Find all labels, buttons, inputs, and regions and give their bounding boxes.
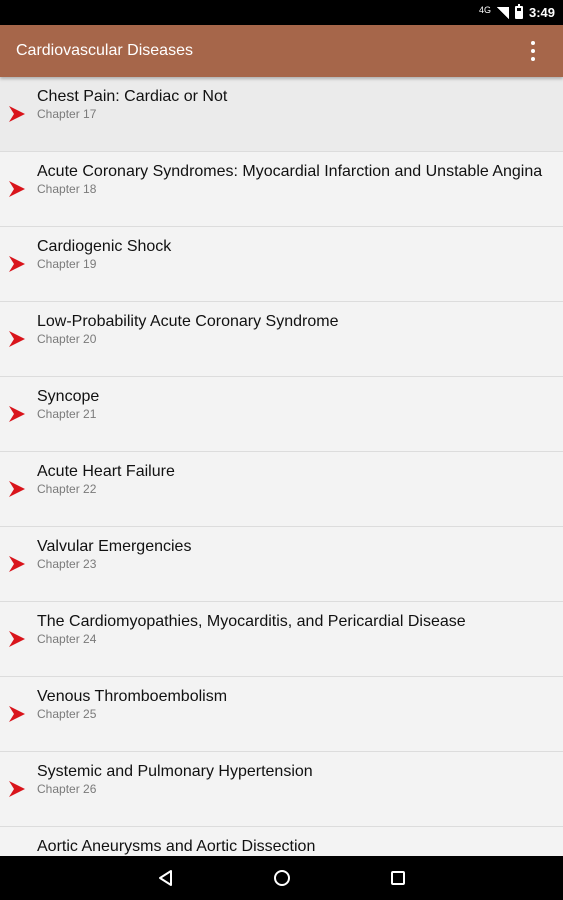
list-item-title: Syncope [37, 388, 100, 405]
chevron-right-icon [8, 780, 26, 798]
list-item[interactable] [0, 677, 563, 752]
chapter-list[interactable] [0, 77, 563, 856]
list-item-chapter: Chapter 21 [37, 407, 97, 421]
list-item[interactable] [0, 152, 563, 227]
recents-icon[interactable] [386, 866, 410, 890]
list-item-chapter: Chapter 20 [37, 332, 97, 346]
chevron-right-icon [8, 555, 26, 573]
chevron-right-icon [8, 630, 26, 648]
list-item-title: Acute Heart Failure [37, 463, 175, 480]
list-item-title: Aortic Aneurysms and Aortic Dissection [37, 838, 316, 855]
home-icon[interactable] [270, 866, 294, 890]
network-type-label: 4G [478, 5, 491, 15]
list-item-title: Cardiogenic Shock [37, 238, 172, 255]
page-title: Cardiovascular Diseases [16, 42, 193, 59]
list-item-chapter: Chapter 17 [37, 107, 97, 121]
list-item-chapter: Chapter 19 [37, 257, 97, 271]
list-item-title: Systemic and Pulmonary Hypertension [37, 763, 313, 780]
list-item[interactable] [0, 752, 563, 827]
chevron-right-icon [8, 180, 26, 198]
back-icon[interactable] [154, 866, 178, 890]
list-item[interactable] [0, 227, 563, 302]
signal-icon [497, 7, 509, 19]
status-bar [0, 0, 563, 25]
list-item-chapter: Chapter 22 [37, 482, 97, 496]
list-item-chapter: Chapter 18 [37, 182, 97, 196]
list-item-title: Chest Pain: Cardiac or Not [37, 88, 228, 105]
list-item-title: Venous Thromboembolism [37, 688, 228, 705]
app-bar [0, 25, 563, 77]
chevron-right-icon [8, 255, 26, 273]
list-item-title: The Cardiomyopathies, Myocarditis, and Pericardial Disease [37, 613, 466, 630]
more-vert-icon[interactable] [513, 25, 553, 77]
status-time: 3:49 [528, 5, 555, 20]
list-item[interactable] [0, 302, 563, 377]
list-item[interactable] [0, 377, 563, 452]
list-item-title: Low-Probability Acute Coronary Syndrome [37, 313, 339, 330]
list-item-chapter: Chapter 24 [37, 632, 97, 646]
list-item-title: Valvular Emergencies [37, 538, 192, 555]
chevron-right-icon [8, 480, 26, 498]
list-item[interactable] [0, 827, 563, 856]
list-item[interactable] [0, 452, 563, 527]
battery-icon [515, 6, 523, 19]
list-item-chapter: Chapter 23 [37, 557, 97, 571]
list-item-title: Acute Coronary Syndromes: Myocardial Infarction and Unstable Angina [37, 163, 543, 180]
list-item-chapter: Chapter 26 [37, 782, 97, 796]
list-item[interactable] [0, 77, 563, 152]
list-item-chapter: Chapter 25 [37, 707, 97, 721]
system-nav-bar [0, 856, 563, 900]
list-item[interactable] [0, 527, 563, 602]
chevron-right-icon [8, 405, 26, 423]
chevron-right-icon [8, 705, 26, 723]
list-item[interactable] [0, 602, 563, 677]
chevron-right-icon [8, 330, 26, 348]
chevron-right-icon [8, 105, 26, 123]
